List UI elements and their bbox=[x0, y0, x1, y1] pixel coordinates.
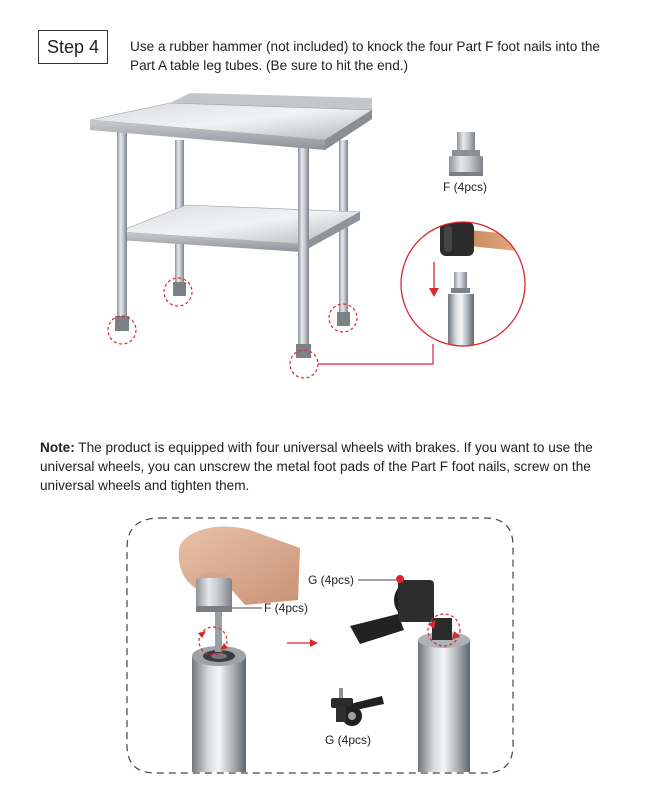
note-text: The product is equipped with four universal wheels with brakes. If you want to use the universal wheels, you can unscrew the metal foot pads of the Part F foot nails, screw on the universal wheels and tighten them. bbox=[40, 440, 593, 493]
table-illustration bbox=[90, 93, 433, 378]
note-prefix: Note: bbox=[40, 440, 75, 455]
zoom-detail bbox=[401, 222, 531, 364]
step-instruction: Use a rubber hammer (not included) to knock the four Part F foot nails into the Part A table leg tubes. (Be sure to hit the end.) bbox=[130, 39, 600, 73]
caster-wheel-large bbox=[350, 575, 460, 646]
caster-wheel-small bbox=[331, 688, 384, 726]
part-f-label-detail: F (4pcs) bbox=[264, 601, 309, 615]
part-g-label-small: G (4pcs) bbox=[325, 733, 372, 747]
hand-illustration bbox=[179, 526, 300, 612]
part-f-label: F (4pcs) bbox=[443, 180, 488, 194]
part-g-label: G (4pcs) bbox=[308, 573, 355, 587]
foot-nail-part bbox=[449, 132, 483, 176]
leg-tube-left bbox=[192, 612, 246, 772]
leg-tube-right bbox=[418, 632, 470, 772]
note-paragraph bbox=[40, 438, 600, 495]
step-label: Step 4 bbox=[38, 30, 108, 64]
